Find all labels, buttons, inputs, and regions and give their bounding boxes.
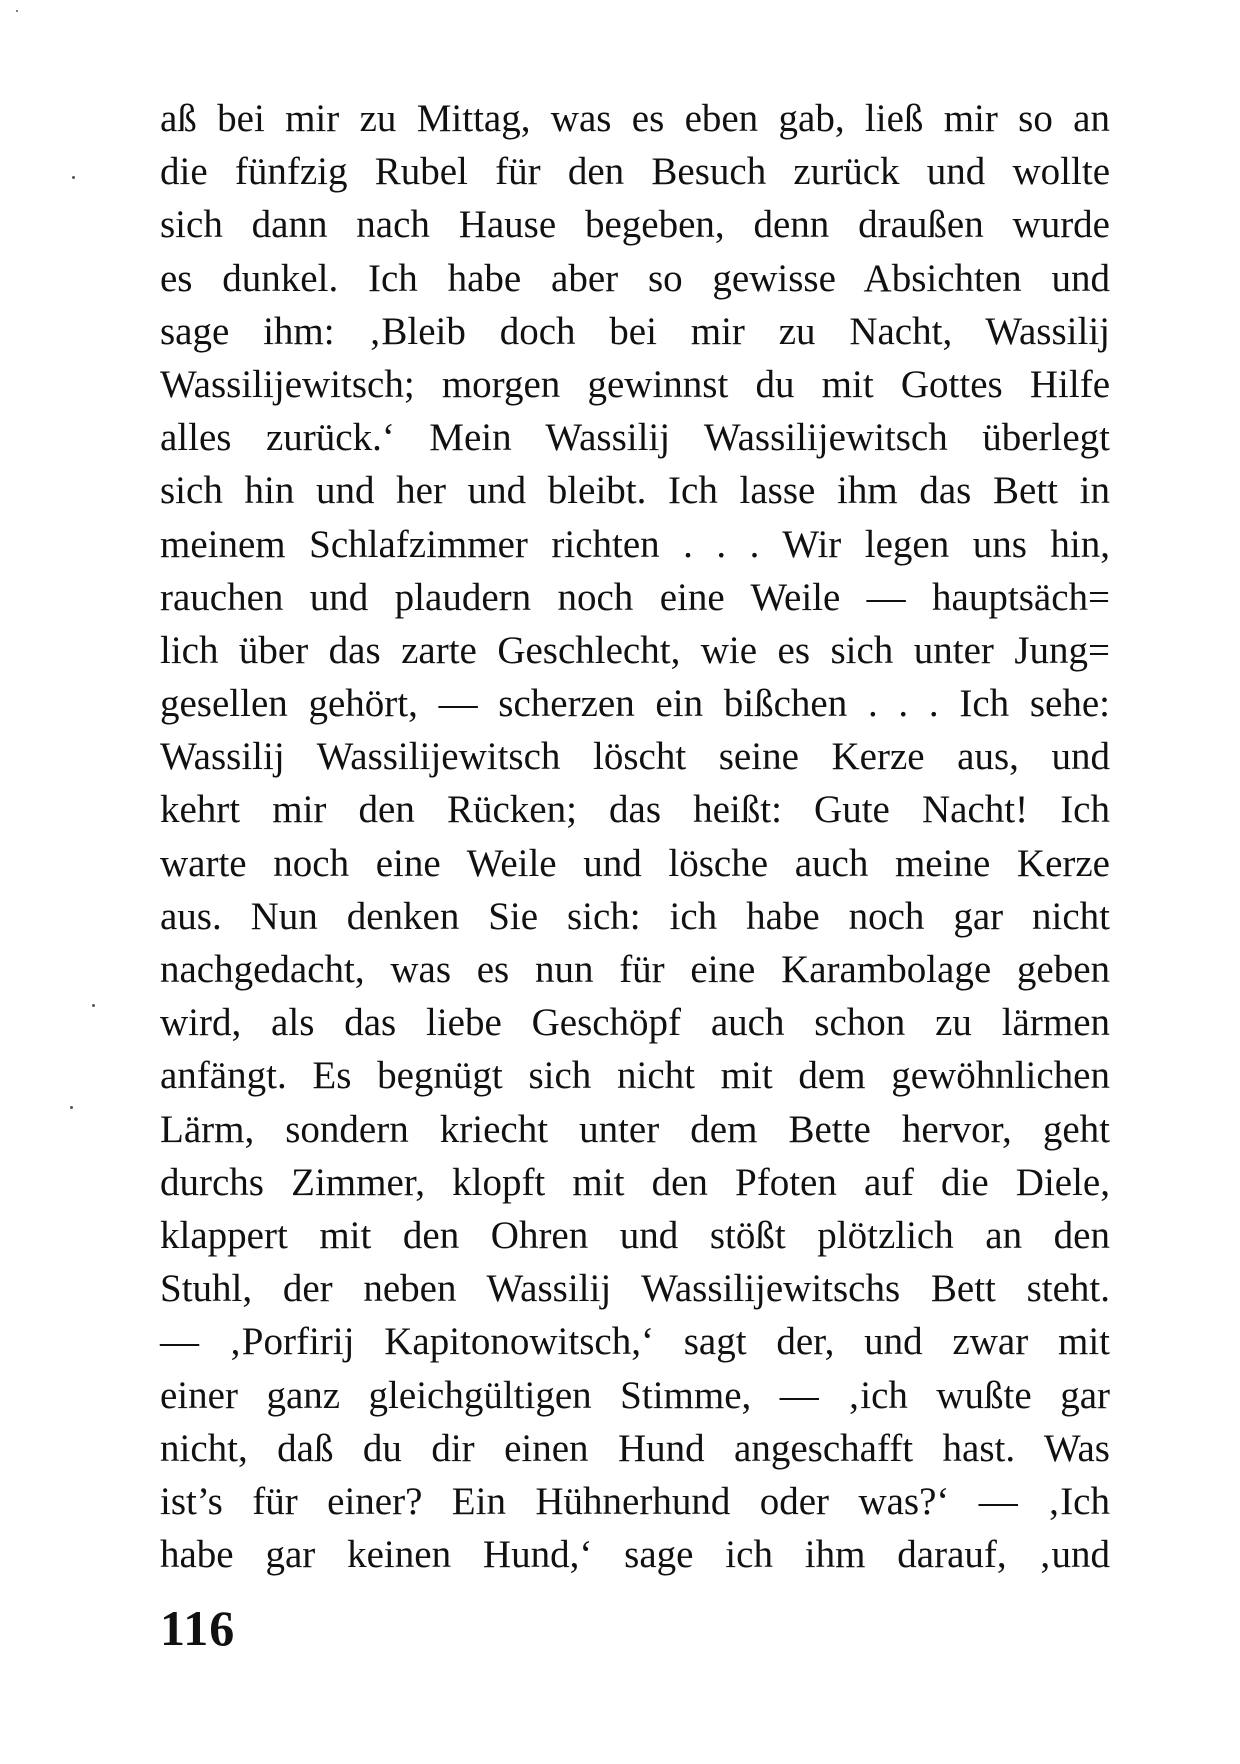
text-line: es dunkel. Ich habe aber so gewisse Absichten und (160, 256, 1110, 300)
text-line: — ‚Porfirij Kapitonowitsch,‘ sagt der, und zwar mit (160, 1320, 1110, 1364)
text-line: Wassilij Wassilijewitsch löscht seine Kerze aus, und (160, 735, 1110, 779)
paper-speck (70, 1106, 73, 1109)
text-line: alles zurück.‘ Mein Wassilij Wassilijewitsch überlegt (160, 416, 1110, 460)
text-line: habe gar keinen Hund,‘ sage ich ihm darauf, ‚und (160, 1533, 1110, 1577)
text-line: aß bei mir zu Mittag, was es eben gab, ließ mir so an (160, 97, 1110, 140)
text-line: die fünfzig Rubel für den Besuch zurück und wollte (160, 150, 1110, 194)
text-line: ist’s für einer? Ein Hühnerhund oder was?‘ — ‚Ich (160, 1479, 1110, 1523)
text-line: sich hin und her und bleibt. Ich lasse ihm das Bett in (160, 469, 1110, 513)
text-line: kehrt mir den Rücken; das heißt: Gute Nacht! Ich (160, 788, 1110, 832)
text-line: nachgedacht, was es nun für eine Karambolage geben (160, 948, 1110, 991)
paper-speck (92, 1004, 95, 1007)
text-line: wird, als das liebe Geschöpf auch schon zu lärmen (160, 1001, 1110, 1045)
page-number: 116 (160, 1600, 236, 1656)
text-line: sich dann nach Hause begeben, denn draußen wurde (160, 203, 1110, 247)
text-line: meinem Schlafzimmer richten . . . Wir legen uns hin, (160, 522, 1110, 566)
text-line: einer ganz gleichgültigen Stimme, — ‚ich wußte gar (160, 1373, 1110, 1417)
paper-speck (16, 10, 18, 12)
text-line: Wassilijewitsch; morgen gewinnst du mit Gottes Hilfe (160, 362, 1110, 406)
body-text (160, 92, 1110, 1581)
text-line: warte noch eine Weile und lösche auch meine Kerze (160, 841, 1110, 885)
text-line: sage ihm: ‚Bleib doch bei mir zu Nacht, Wassilij (160, 309, 1110, 353)
text-line: durchs Zimmer, klopft mit den Pfoten auf die Diele, (160, 1160, 1110, 1204)
text-line: nicht, daß du dir einen Hund angeschafft hast. Was (160, 1426, 1110, 1470)
text-line: rauchen und plaudern noch eine Weile — hauptsäch= (160, 575, 1110, 619)
text-line: Stuhl, der neben Wassilij Wassilijewitschs Bett steht. (160, 1267, 1110, 1311)
text-line: lich über das zarte Geschlecht, wie es sich unter Jung= (160, 628, 1110, 672)
text-line: anfängt. Es begnügt sich nicht mit dem gewöhnlichen (160, 1054, 1110, 1098)
text-line: klappert mit den Ohren und stößt plötzlich an den (160, 1213, 1110, 1257)
text-line: aus. Nun denken Sie sich: ich habe noch gar nicht (160, 894, 1110, 938)
paper-speck (72, 176, 75, 179)
text-line: Lärm, sondern kriecht unter dem Bette hervor, geht (160, 1107, 1110, 1151)
text-line: gesellen gehört, — scherzen ein bißchen . . . Ich sehe: (160, 682, 1110, 726)
